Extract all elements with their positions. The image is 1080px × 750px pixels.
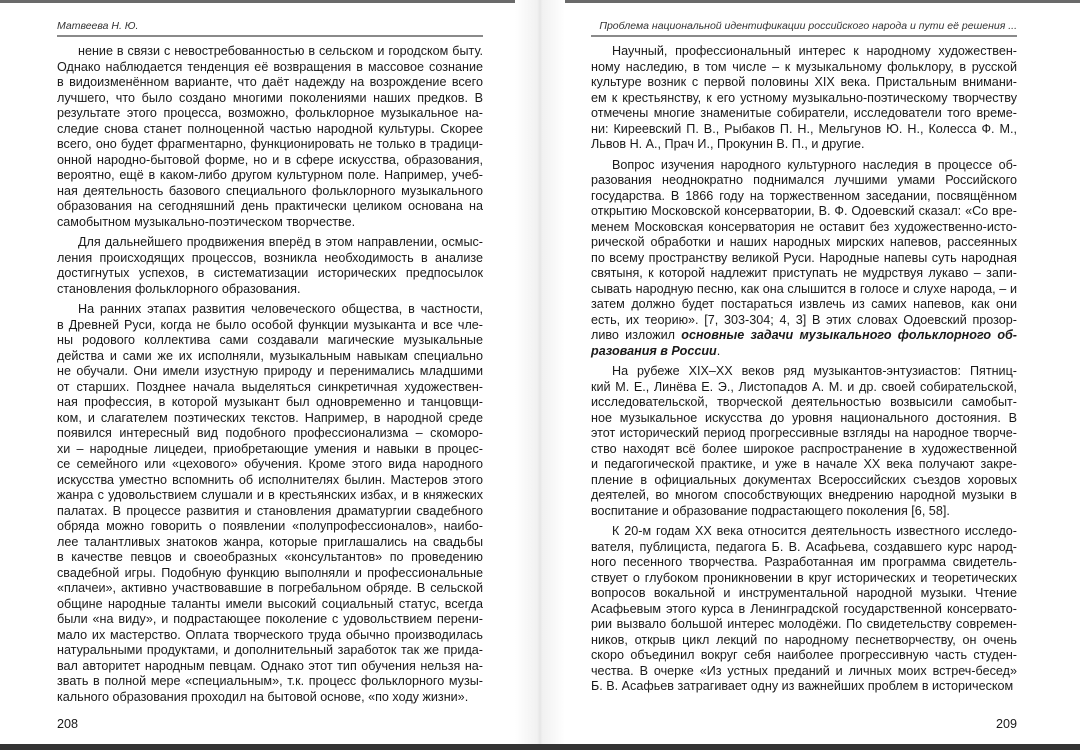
emphasized-text: основные задачи музыкального фольклорного об- [681,328,1017,342]
text-line: натуральными продуктами, и дополнительный заработок так же прида- [57,643,483,657]
text-line: свадебной игры. Подобную функцию выполняли и профессиональные [57,565,483,580]
text-line: от старших. Позднее начала выделяться синкретичная художествен- [57,379,483,394]
text-line: ком, и слагателем поэтических текстов. Например, в народной среде [57,410,483,425]
paragraph [591,158,1017,360]
text-line: становления фольклорного образования. [57,281,301,296]
text-line: обряда можно говорить о появлении «полупрофессионалов», наибо- [57,519,483,533]
text-line: се семейного или «цехового» обучения. Кроме этого вида народного [57,457,483,471]
text-line: лее талантливых знатоков жанра, которые приглашались на свадьбы [57,534,483,549]
text-line: по всему пространству великой Руси. Народные напевы суть народная [591,250,1017,265]
text-line: На рубеже XIX–XX веков ряд музыкантов-энтузиастов: Пятниц- [612,364,1017,378]
text-line: появился интересный вид подобного профессионализма – скоморо- [57,426,483,440]
right-page [591,0,1017,744]
text-line: образования на сегодняшний день практически целиком основана на [57,199,483,213]
text-line: менем Московская консерватория не оставит без художественно-исто- [591,219,1017,234]
left-page [57,0,483,744]
header-rule [591,35,1017,37]
paragraph [591,44,1017,153]
text-line: результате этого процесса, возможно, фольклорное музыкальное на- [57,106,483,120]
text-line: затем должно будет постараться извлечь из самих напевов, как они [591,297,1017,311]
text-line: Для дальнейшего продвижения вперёд в этом направлении, осмыс- [78,235,483,249]
page-number: 209 [995,717,1017,731]
text-line: культуре возник с первой половины XIX века. Пристальным внимани- [591,75,1017,89]
text-line: вателя, публициста, педагога Б. В. Асафьева, создавшего курс народ- [591,539,1017,554]
text-line: чества. В очерке «Из устных преданий и личных моих встреч-бесед» [591,663,1017,678]
text-line: были «на виду», и подрастающее поколение с удовольствием перени- [57,612,483,626]
text-line: Однако наблюдается тенденция её возвращения в массовое сознание [57,59,483,74]
text-line: Научный, профессиональный интерес к народному художествен- [612,44,1017,58]
text-line: ное музыкальное искусства до уровня национального достояния. В [591,410,1017,425]
text-line: звать в полной мере «специальным», т.к. процесс фольклорного музы- [57,674,483,688]
text-line: нение в связи с невостребованностью в сельском и городском быту. [78,44,483,58]
text-line: мало их мастерство. Оплата творческого труда обычно производилась [57,627,483,642]
text-line: Вопрос изучения народного культурного наследия в процессе об- [612,157,1017,172]
text-line: ному наследию, в том числе – к музыкальному фольклору, в русской [591,59,1017,74]
text-segment: ливо изложил [591,328,682,342]
paragraph [57,44,483,230]
text-line: кий М. Е., Линёва Е. Э., Листопадов А. М. и др. своей собирательской, [591,379,1017,394]
text-line: и педагогической практике, и уже в начале XX века получают закре- [591,457,1017,471]
text-line: кального образования проходил на бытовой основе, «по ходу жизни». [57,689,469,704]
text-line: палатах. В процессе развития и становления драматургии свадебного [57,503,483,518]
text-line: На ранних этапах развития человеческого общества, в частности, [78,302,483,316]
text-line: отмечены многие знаменитые собиратели, исследователи того време- [591,106,1017,120]
text-line: следие снова станет полноценной частью народной культуры. Скорее [57,121,483,136]
text-line: ного песенного творчества. Разработанная им программа свидетель- [591,555,1017,569]
text-line: вопросов вокальной и инструментальной народной музыки. Чтение [591,586,1017,600]
text-line [591,328,1017,344]
text-line: государства. В 1866 году на торжественном заседании, посвящённом [591,188,1017,203]
paragraph [57,235,483,297]
text-line: в видоизменённом варианте, что даёт надежду на возрождение всего [57,75,483,89]
text-line: ны родового коллектива сами создавали магические музыкальные [57,333,483,347]
bottom-edge [0,744,1080,750]
text-line: жанра с удовольствием слушали и в крестьянских избах, и в княжеских [57,488,483,502]
book-gutter [515,0,565,744]
paragraph [591,524,1017,695]
text-line: рии вызвало большой интерес молодёжи. По свидетельству современ- [591,617,1017,631]
text-line: Асафьевым этого курса в Ленинградской государственной консервато- [591,601,1017,616]
text-line: вероятно, ещё в каком-либо другом культурном поле. Например, учеб- [57,168,483,182]
text-line: хи – народные лицедеи, приобретающие умения и навыки в процес- [57,441,483,456]
text-line: в качестве певцов и своеобразных «консультантов» по проведению [57,550,483,564]
text-line: самобытном музыкально-поэтическом творчестве. [57,214,356,229]
text-line: ни: Киреевский П. В., Рыбаков П. Н., Мельгунов Ю. Н., Колесса Ф. М., [591,121,1017,136]
text-line: «плачеи», активно участвовавшие в погребальном обряде. В сельской [57,581,483,595]
text-line: искусства уместно вспомнить об исполнителях былин. Мастеров этого [57,472,483,487]
text-line: святыня, к которой надлежит приступать не мудрствуя лукаво – запи- [591,266,1017,280]
text-line: не обучали. Они имели изустную природу и перенимались младшими [57,364,483,378]
text-line: сывать народную песню, как она слышится в голосе и слухе народа, – и [591,281,1017,296]
text-line: в Древней Руси, когда не было особой функции музыканта и все чле- [57,317,483,332]
text-line: онной народно-бытовой форме, но и в сфере искусства, образования, [57,152,483,167]
text-line: всего, оно будет фрагментарно, функционировать не только в традици- [57,137,483,151]
text-segment: . [716,343,721,358]
text-line: действа и сами же их исполняли, музыкальным навыкам специально [57,348,483,363]
text-line: ников, открыв цикл лекций по народному песнетворчеству, он очень [591,632,1017,647]
text-line: вал авторитет народным певцам. Однако этот тип обучения нельзя на- [57,658,483,673]
running-head-title: Проблема национальной идентификации российского народа и пути её решения ... [599,20,1017,32]
page-body [591,44,1017,700]
page-number: 208 [57,717,79,731]
text-line: воспитание и образование подрастающего поколения [6, 58]. [591,503,950,518]
text-line: исследовательской, творческой деятельностью возвысили самобыт- [591,395,1017,409]
text-line: К 20-м годам XX века относится деятельность известного исследо- [612,524,1017,538]
text-line: ная деятельность базового специального фольклорного музыкального [57,183,483,198]
text-line: Львов Н. А., Прач И., Прокунин В. П., и другие. [591,137,865,151]
header-rule [57,35,483,37]
paragraph [57,302,483,705]
text-line: деятелей, во многом способствующих внедрению народной музыки в [591,488,1017,502]
text-line: разования неоднократно поднимался лучшими умами Российского [591,173,1017,187]
text-line: ная профессия, в которой музыкант был одновременно и танцовщи- [57,395,483,409]
text-line: ем к крестьянству, к его устному музыкально-поэтическому творчеству [591,90,1017,105]
text-line [591,344,1017,360]
text-line: открытию Московской консерватории, В. Ф. Одоевский сказал: «Со вре- [591,204,1017,218]
emphasized-text: разования в России [591,343,717,358]
text-line: ления происходящих процессов, возникла необходимость в анализе [57,250,483,265]
text-line: лучшего, что было создано многими поколениями наших предков. В [57,90,483,105]
running-head-author: Матвеева Н. Ю. [57,20,139,32]
text-line: пление в официальных документах Всероссийских съездов хоровых [591,472,1017,487]
text-line: общине народные таланты имели высокий социальный статус, всегда [57,596,483,611]
page-body [57,44,483,710]
paragraph [591,364,1017,519]
text-line: есть, их теорию». [7, 303-304; 4, 3] В этих словах Одоевский прозор- [591,312,1017,327]
text-line: ствует о глубоком проникновении в круг исторических и теоретических [591,570,1017,585]
text-line: этот исторический период прогрессивные взгляды на народное творче- [591,426,1017,440]
text-line: достигнутых успехов, в систематизации исторических предпосылок [57,266,483,280]
text-line: скоро объединил вокруг себя наиболее прогрессивную часть студен- [591,648,1017,662]
text-line: ство находят всё более широкое распространение в художественной [591,441,1017,456]
text-line: рической обработки и наших народных мирских напевов, рассеянных [591,235,1017,249]
text-line: Б. В. Асафьев затрагивает одну из важнейших проблем в историческом [591,679,1014,693]
